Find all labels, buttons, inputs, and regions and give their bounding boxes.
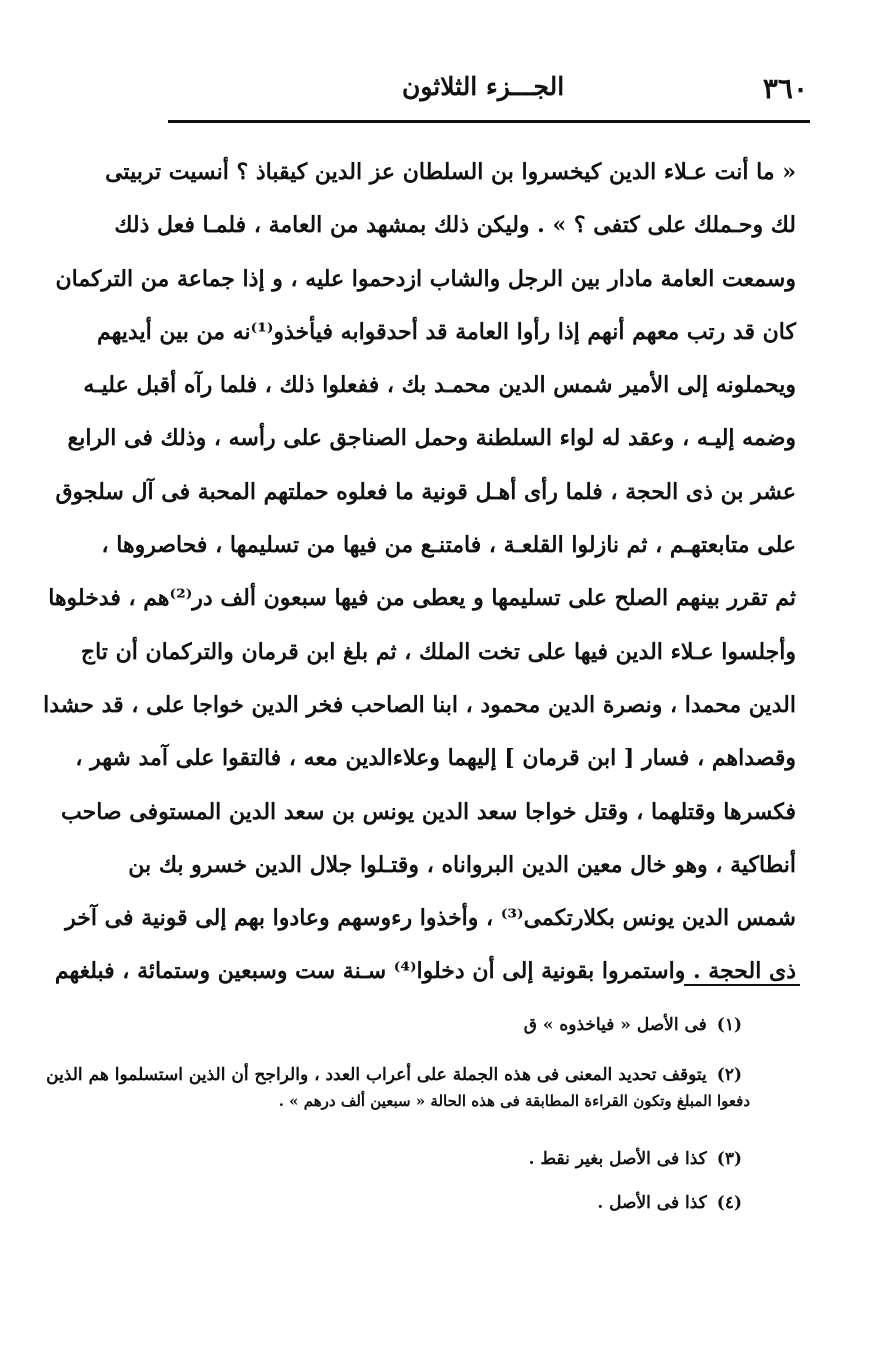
- page-header: [168, 64, 808, 118]
- footnote-text: كذا فى الأصل .: [597, 1193, 707, 1213]
- text-line: وضمه إليـه ، وعقد له لواء السلطنة وحمل الصناجق على رأسه ، وذلك فى الرابع: [67, 425, 796, 452]
- text-line: ذى الحجة . واستمروا بقونية إلى أن دخلوا⁽⁴⁾ سـنة ست وسبعين وستمائة ، فبلغهم: [54, 958, 796, 985]
- text-line: لك وحـملك على كتفى ؟ » . وليكن ذلك بمشهد من العامة ، فلمـا فعل ذلك: [114, 212, 796, 239]
- page-number: ٣٦٠: [762, 72, 808, 105]
- text-line: عشر بن ذى الحجة ، فلما رأى أهـل قونية ما فعلوه حملتهم المحبة فى آل سلجوق: [55, 478, 796, 505]
- footnote-text: كذا فى الأصل بغير نقط .: [528, 1149, 707, 1169]
- text-line: شمس الدين يونس بكلارتكمى⁽³⁾ ، وأخذوا رءوسهم وعادوا بهم إلى قونية فى آخر: [65, 905, 796, 932]
- footnote-1: [524, 1008, 742, 1042]
- footnote-4: [597, 1186, 742, 1220]
- text-line: « ما أنت عـلاء الدين كيخسروا بن السلطان عز الدين كيقباذ ؟ أنسيت تربيتى: [105, 159, 796, 185]
- footnote-2-continuation: دفعوا المبلغ وتكون القراءة المطابقة فى هذه الحالة « سبعين ألف درهم » .: [278, 1092, 750, 1110]
- running-title: الجـــزء الثلاثون: [402, 72, 565, 101]
- text-line: على متابعتهـم ، ثم نازلوا القلعـة ، فامتنـع من فيها من تسليمها ، فحاصروها ،: [101, 532, 796, 559]
- text-line: أنطاكية ، وهو خال معين الدين البرواناه ، وقتـلوا جلال الدين خسرو بك بن: [128, 851, 796, 878]
- header-rule: [168, 120, 810, 123]
- footnote-number: (٤): [716, 1193, 742, 1213]
- footnote-number: (٢): [716, 1065, 742, 1085]
- text-line: كان قد رتب معهم أنهم إذا رأوا العامة قد أحدقوابه فيأخذو⁽¹⁾نه من بين أيديهم: [97, 318, 796, 345]
- footnote-text: يتوقف تحديد المعنى فى هذه الجملة على أعراب العدد ، والراجح أن الذين استسلموا هم الذين: [46, 1065, 707, 1085]
- text-line: وأجلسوا عـلاء الدين فيها على تخت الملك ، ثم بلغ ابن قرمان والتركمان أن تاج: [80, 638, 796, 665]
- text-line: وسمعت العامة مادار بين الرجل والشاب ازدحموا عليه ، و إذا جماعة من التركمان: [55, 265, 796, 292]
- text-line: ويحملونه إلى الأمير شمس الدين محمـد بك ، ففعلوا ذلك ، فلما رآه أقبل عليـه: [83, 372, 796, 399]
- footnote-text: فى الأصل « فياخذوه » ق: [523, 1015, 707, 1035]
- footnote-number: (١): [716, 1015, 742, 1035]
- text-line: ثم تقرر بينهم الصلح على تسليمها و يعطى من فيها سبعون ألف در⁽²⁾هم ، فدخلوها: [48, 585, 796, 612]
- main-text: [43, 146, 796, 999]
- footnote-rule: [684, 984, 800, 986]
- text-line: الدين محمدا ، ونصرة الدين محمود ، ابنا الصاحب فخر الدين خواجا على ، قد حشدا: [43, 691, 796, 718]
- footnote-3: [529, 1142, 742, 1176]
- footnote-number: (٣): [716, 1149, 742, 1169]
- text-line: فكسرها وقتلهما ، وقتل خواجا سعد الدين يونس بن سعد الدين المستوفى صاحب: [61, 798, 796, 825]
- text-line: وقصداهم ، فسار [ ابن قرمان ] إليهما وعلاءالدين معه ، فالتقوا على آمد شهر ،: [75, 745, 796, 772]
